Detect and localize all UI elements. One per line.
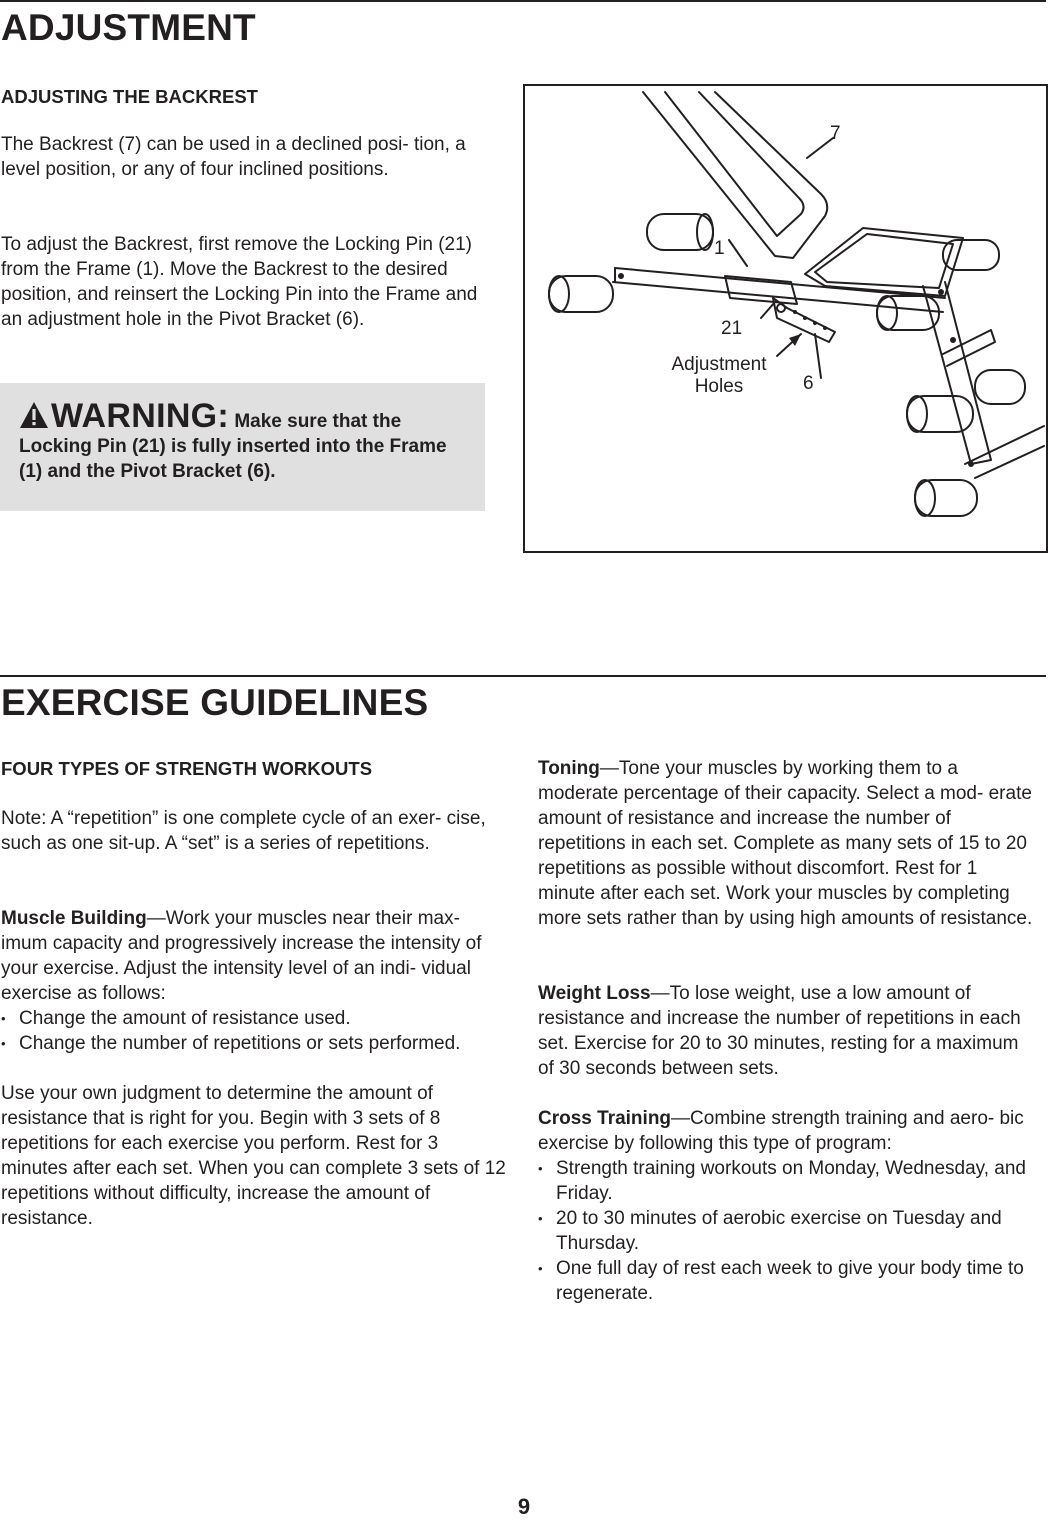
frame-callout-label: 1 [714, 238, 725, 259]
muscle-building-term: Muscle Building [1, 908, 147, 929]
warning-label: WARNING: [51, 397, 230, 435]
weight-loss-paragraph [538, 981, 1034, 1081]
list-item: • Change the number of repetitions or sets performed. [1, 1031, 511, 1056]
cross-training-term: Cross Training [538, 1108, 672, 1129]
weight-loss-term: Weight Loss [538, 983, 651, 1004]
muscle-building-text: —Work your muscles near their max- imum capacity and progressively increase the intensity of your exercise. Adjust the intensity level of an indi- vidual exercise as follows: [1, 908, 482, 1004]
locking-pin-callout-label: 21 [721, 318, 743, 339]
backrest-callout-label: 7 [830, 123, 841, 144]
exercise-guidelines-title: EXERCISE GUIDELINES [1, 682, 429, 723]
repetition-note-paragraph: Note: A “repetition” is one complete cycle of an exer- cise, such as one sit-up. A “set” is a series of repetitions. [1, 808, 486, 854]
warning-triangle-icon [19, 401, 49, 429]
adjust-backrest-paragraph: To adjust the Backrest, first remove the Locking Pin (21) from the Frame (1). Move the Backrest to the desired position, and reinsert the Locking Pin into the Frame and an adjustment hole in the Pivot Bracket (6). [1, 234, 478, 330]
cross-training-paragraph [538, 1106, 1044, 1156]
pivot-bracket-callout-label: 6 [803, 373, 814, 394]
bench-adjustment-figure [523, 84, 1048, 553]
guidelines-rule [0, 675, 1046, 677]
adjustment-title: ADJUSTMENT [1, 7, 256, 48]
strength-workouts-heading: FOUR TYPES OF STRENGTH WORKOUTS [1, 758, 373, 779]
page-number: 9 [517, 1494, 531, 1519]
muscle-building-paragraph [1, 906, 507, 1006]
adjustment-holes-callout-label: Adjustment Holes [671, 354, 767, 397]
toning-paragraph [538, 756, 1038, 931]
cross-training-text: —Combine strength training and aero- bic exercise by following this type of program: [538, 1108, 1024, 1154]
warning-message: Make sure that the Locking Pin (21) is fully inserted into the Frame (1) and the Pivot Bracket (6). [19, 411, 447, 482]
top-rule [0, 0, 1046, 2]
list-item: • One full day of rest each week to give your body time to regenerate. [538, 1256, 1038, 1306]
judgment-paragraph: Use your own judgment to determine the amount of resistance that is right for you. Begin with 3 sets of 8 repetitions for each exercise you perform. Rest for 3 minutes after each set. When you can complete 3 sets of 12 repetitions without difficulty, increase the amount of resistance. [1, 1083, 506, 1229]
list-item: • Strength training workouts on Monday, Wednesday, and Friday. [538, 1156, 1038, 1206]
warning-text [19, 397, 474, 484]
toning-term: Toning [538, 758, 600, 779]
warning-box [0, 383, 485, 511]
list-item: • Change the amount of resistance used. [1, 1006, 511, 1031]
muscle-building-list [1, 1006, 511, 1056]
weight-loss-text: —To lose weight, use a low amount of resistance and increase the number of repetitions in each set. Exercise for 20 to 30 minutes, resting for a maximum of 30 seconds between sets. [538, 983, 1021, 1079]
backrest-positions-paragraph: The Backrest (7) can be used in a declined posi- tion, a level position, or any of four inclined positions. [1, 134, 466, 180]
cross-training-list [538, 1156, 1038, 1306]
toning-text: —Tone your muscles by working them to a moderate percentage of their capacity. Select a mod- erate amount of resistance and increase the number of repetitions in each set. Complete as many sets of 15 to 20 repetitions as possible without discomfort. Rest for 1 minute after each set. Work your muscles by completing more sets rather than by using high amounts of resistance. [538, 758, 1033, 929]
weight-bench-illustration [525, 86, 1046, 551]
list-item: • 20 to 30 minutes of aerobic exercise on Tuesday and Thursday. [538, 1206, 1038, 1256]
adjusting-backrest-heading: ADJUSTING THE BACKREST [1, 86, 258, 107]
